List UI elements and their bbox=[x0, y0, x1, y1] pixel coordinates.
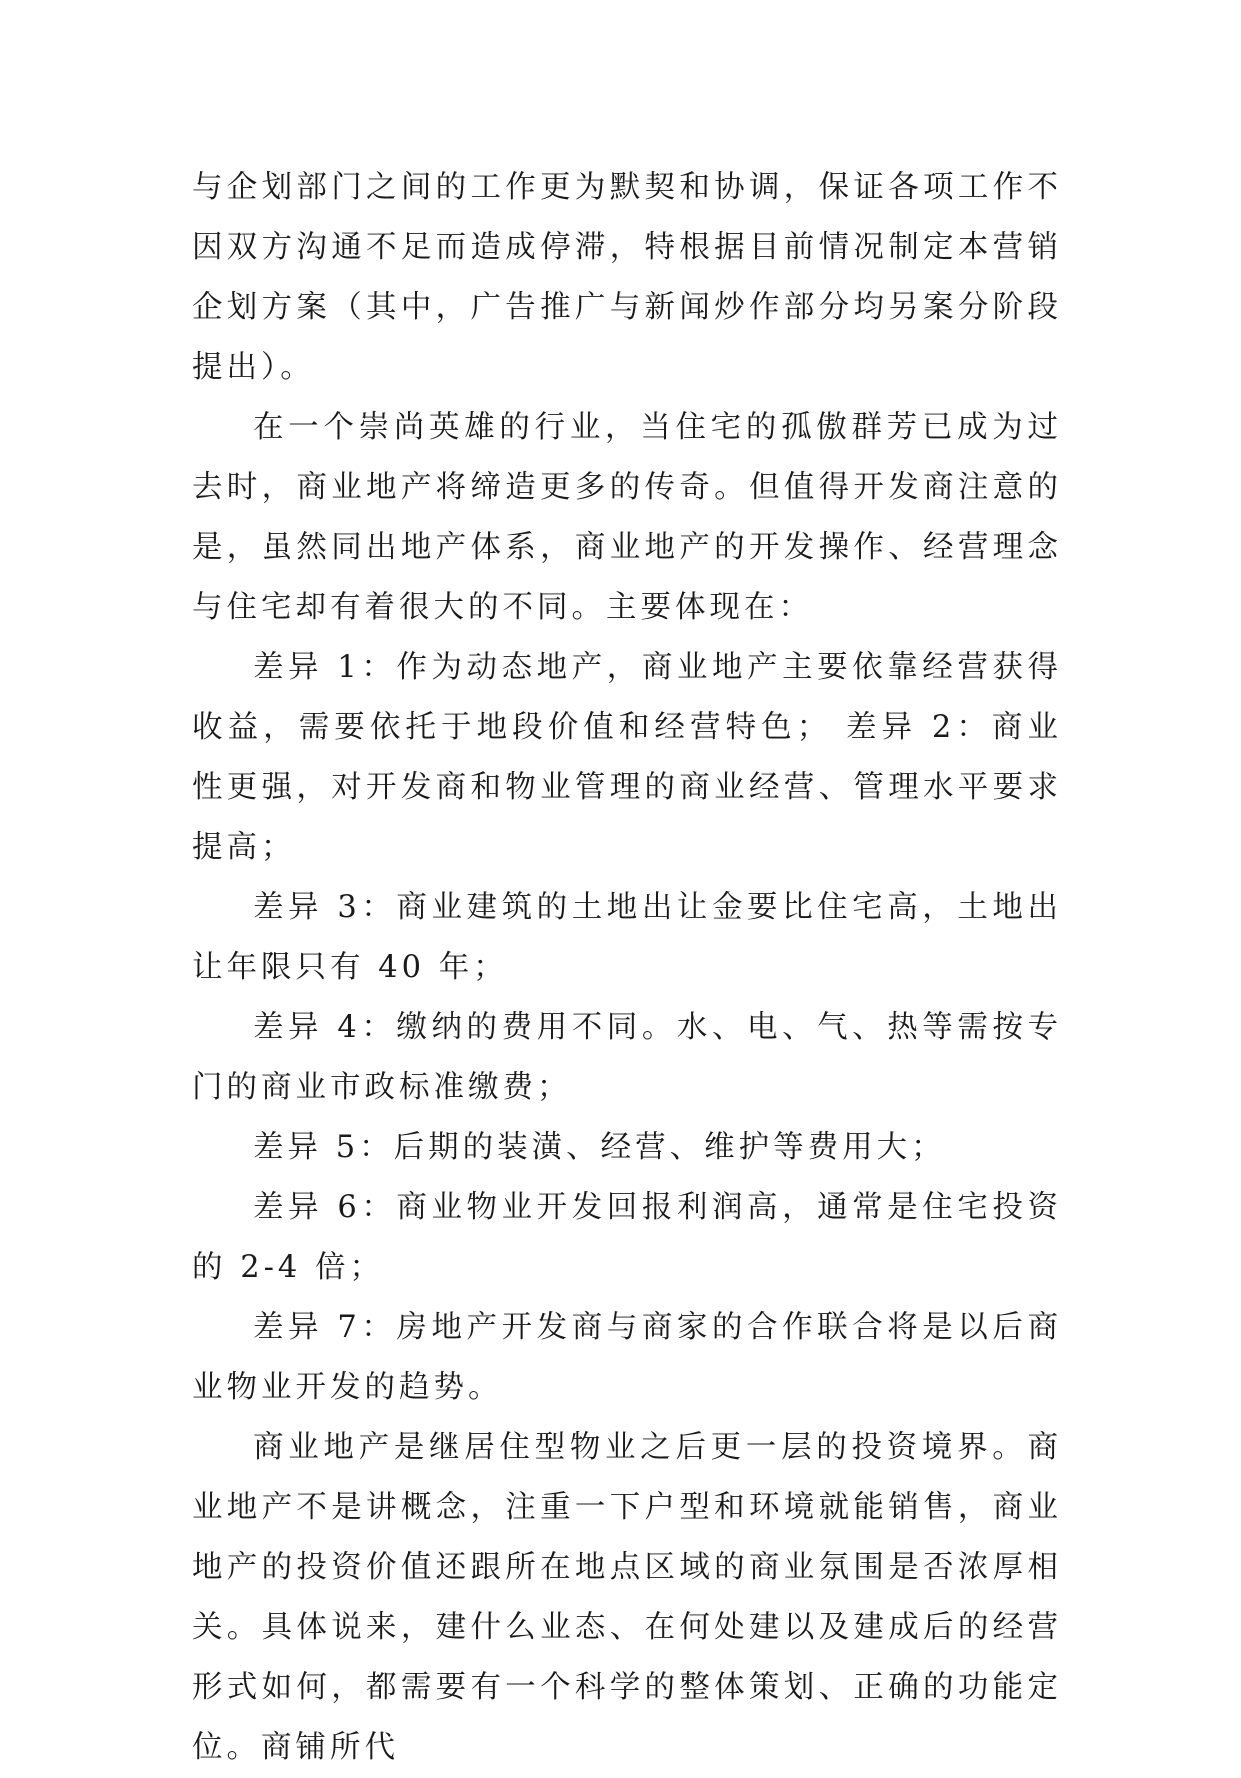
paragraph-investment-value: 商业地产是继居住型物业之后更一层的投资境界。商业地产不是讲概念，注重一下户型和环境就能销售，商业地产的投资价值还跟所在地点区域的商业氛围是否浓厚相关。具体说来，建什么业态、在何处建以及建成后的经营形式如何，都需要有一个科学的整体策划、正确的功能定位。商铺所代 bbox=[192, 1430, 1062, 1765]
paragraph-intro-continued: 与企划部门之间的工作更为默契和协调，保证各项工作不因双方沟通不足而造成停滞，特根据目前情况制定本营销企划方案（其中，广告推广与新闻炒作部分均另案分阶段提出）。 bbox=[192, 170, 1062, 385]
paragraph-difference-4: 差异 4：缴纳的费用不同。水、电、气、热等需按专门的商业市政标准缴费； bbox=[192, 1010, 1062, 1105]
paragraph-difference-3: 差异 3：商业建筑的土地出让金要比住宅高，土地出让年限只有 40 年； bbox=[192, 890, 1062, 985]
paragraph-difference-5: 差异 5：后期的装潢、经营、维护等费用大； bbox=[253, 1130, 946, 1165]
paragraph-difference-7: 差异 7：房地产开发商与商家的合作联合将是以后商业物业开发的趋势。 bbox=[192, 1310, 1062, 1405]
paragraph-difference-1-2: 差异 1：作为动态地产，商业地产主要依靠经营获得收益，需要依托于地段价值和经营特色； 差异 2：商业性更强，对开发商和物业管理的商业经营、管理水平要求提高； bbox=[192, 650, 1062, 865]
document-body bbox=[192, 158, 1062, 1778]
paragraph-difference-6: 差异 6：商业物业开发回报利润高，通常是住宅投资的 2-4 倍； bbox=[192, 1190, 1062, 1285]
paragraph-commercial-vs-residential: 在一个崇尚英雄的行业，当住宅的孤傲群芳已成为过去时，商业地产将缔造更多的传奇。但值得开发商注意的是，虽然同出地产体系，商业地产的开发操作、经营理念与住宅却有着很大的不同。主要体现在： bbox=[192, 410, 1062, 625]
